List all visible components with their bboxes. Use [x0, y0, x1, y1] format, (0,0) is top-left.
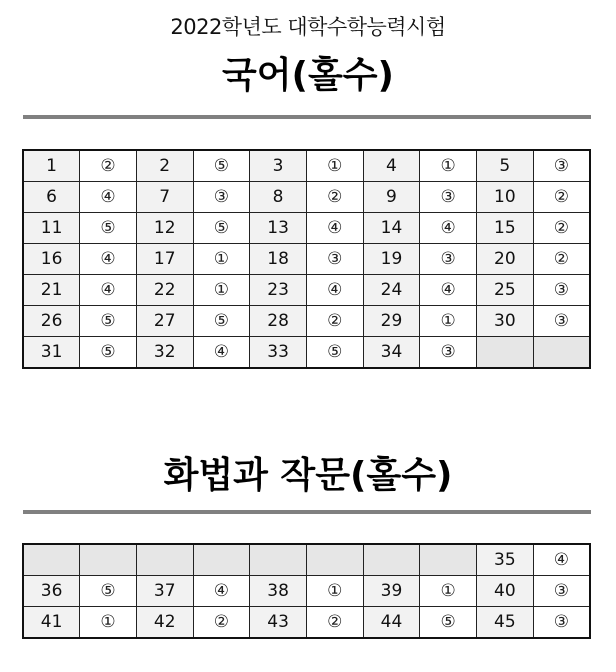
- question-number: 10: [477, 182, 534, 213]
- question-number: 13: [250, 213, 307, 244]
- answer-choice: ⑤: [80, 337, 137, 369]
- answer-choice: ④: [193, 337, 250, 369]
- answer-choice: ⑤: [80, 213, 137, 244]
- answer-choice: ⑤: [193, 213, 250, 244]
- question-number: 9: [363, 182, 420, 213]
- question-number: 16: [23, 244, 80, 275]
- table-row: [23, 213, 590, 244]
- answer-choice: ④: [306, 213, 363, 244]
- table-row: [23, 306, 590, 337]
- answer-choice: ①: [306, 576, 363, 607]
- question-number: 23: [250, 275, 307, 306]
- table-row: [23, 182, 590, 213]
- answer-choice: ②: [533, 182, 590, 213]
- question-number: 29: [363, 306, 420, 337]
- question-number: 32: [136, 337, 193, 369]
- question-number: 37: [136, 576, 193, 607]
- answer-choice: ④: [193, 576, 250, 607]
- answer-choice: ②: [306, 306, 363, 337]
- question-number: 21: [23, 275, 80, 306]
- question-number: 43: [250, 607, 307, 639]
- table-row: [23, 607, 590, 639]
- answer-choice: ⑤: [420, 607, 477, 639]
- answer-choice: ①: [420, 576, 477, 607]
- section-title-speech-writing: 화법과 작문(홀수): [163, 455, 453, 496]
- section-divider: [23, 115, 591, 119]
- empty-cell: [250, 544, 307, 576]
- question-number: 4: [363, 150, 420, 182]
- answer-choice: ④: [306, 275, 363, 306]
- answer-choice: ⑤: [80, 306, 137, 337]
- question-number: 6: [23, 182, 80, 213]
- table-row: [23, 275, 590, 306]
- question-number: 38: [250, 576, 307, 607]
- answer-choice: ③: [420, 244, 477, 275]
- question-number: 25: [477, 275, 534, 306]
- answer-choice: ①: [306, 150, 363, 182]
- answer-choice: ⑤: [80, 576, 137, 607]
- question-number: 42: [136, 607, 193, 639]
- question-number: 15: [477, 213, 534, 244]
- answer-choice: ①: [420, 150, 477, 182]
- question-number: 7: [136, 182, 193, 213]
- answer-choice: ③: [420, 337, 477, 369]
- question-number: 2: [136, 150, 193, 182]
- table-row: [23, 544, 590, 576]
- empty-cell: [420, 544, 477, 576]
- answer-table-korean: [22, 149, 591, 369]
- empty-cell: [477, 337, 534, 369]
- question-number: 12: [136, 213, 193, 244]
- question-number: 27: [136, 306, 193, 337]
- answer-choice: ③: [193, 182, 250, 213]
- answer-choice: ①: [193, 275, 250, 306]
- question-number: 30: [477, 306, 534, 337]
- answer-choice: ③: [420, 182, 477, 213]
- question-number: 1: [23, 150, 80, 182]
- question-number: 8: [250, 182, 307, 213]
- question-number: 17: [136, 244, 193, 275]
- section-divider: [23, 510, 591, 514]
- answer-choice: ③: [533, 275, 590, 306]
- answer-choice: ②: [80, 150, 137, 182]
- question-number: 5: [477, 150, 534, 182]
- table-row: [23, 244, 590, 275]
- question-number: 41: [23, 607, 80, 639]
- answer-choice: ③: [533, 576, 590, 607]
- table-row: [23, 150, 590, 182]
- empty-cell: [23, 544, 80, 576]
- answer-choice: ④: [533, 544, 590, 576]
- answer-choice: ⑤: [193, 150, 250, 182]
- answer-choice: ①: [193, 244, 250, 275]
- answer-choice: ④: [80, 182, 137, 213]
- question-number: 40: [477, 576, 534, 607]
- question-number: 24: [363, 275, 420, 306]
- empty-cell: [306, 544, 363, 576]
- answer-choice: ③: [533, 607, 590, 639]
- question-number: 22: [136, 275, 193, 306]
- answer-choice: ①: [80, 607, 137, 639]
- empty-cell: [193, 544, 250, 576]
- question-number: 18: [250, 244, 307, 275]
- question-number: 36: [23, 576, 80, 607]
- empty-cell: [363, 544, 420, 576]
- answer-choice: ②: [193, 607, 250, 639]
- answer-choice: ③: [533, 306, 590, 337]
- answer-choice: ④: [80, 244, 137, 275]
- answer-choice: ⑤: [306, 337, 363, 369]
- answer-choice: ③: [306, 244, 363, 275]
- question-number: 11: [23, 213, 80, 244]
- table-row: [23, 576, 590, 607]
- empty-cell: [136, 544, 193, 576]
- question-number: 31: [23, 337, 80, 369]
- question-number: 34: [363, 337, 420, 369]
- answer-choice: ④: [420, 275, 477, 306]
- answer-choice: ①: [420, 306, 477, 337]
- question-number: 20: [477, 244, 534, 275]
- answer-choice: ④: [80, 275, 137, 306]
- question-number: 39: [363, 576, 420, 607]
- answer-choice: ②: [533, 244, 590, 275]
- answer-choice: ②: [533, 213, 590, 244]
- question-number: 19: [363, 244, 420, 275]
- answer-choice: ②: [306, 182, 363, 213]
- answer-choice: ②: [306, 607, 363, 639]
- empty-cell: [533, 337, 590, 369]
- table-row: [23, 337, 590, 369]
- question-number: 26: [23, 306, 80, 337]
- question-number: 14: [363, 213, 420, 244]
- answer-table-speech-writing: [22, 543, 591, 639]
- answer-choice: ④: [420, 213, 477, 244]
- question-number: 33: [250, 337, 307, 369]
- question-number: 45: [477, 607, 534, 639]
- section-title-korean: 국어(홀수): [221, 55, 394, 96]
- answer-choice: ③: [533, 150, 590, 182]
- question-number: 44: [363, 607, 420, 639]
- empty-cell: [80, 544, 137, 576]
- question-number: 3: [250, 150, 307, 182]
- question-number: 28: [250, 306, 307, 337]
- answer-choice: ⑤: [193, 306, 250, 337]
- exam-subtitle: 2022학년도 대학수학능력시험: [170, 15, 446, 39]
- question-number: 35: [477, 544, 534, 576]
